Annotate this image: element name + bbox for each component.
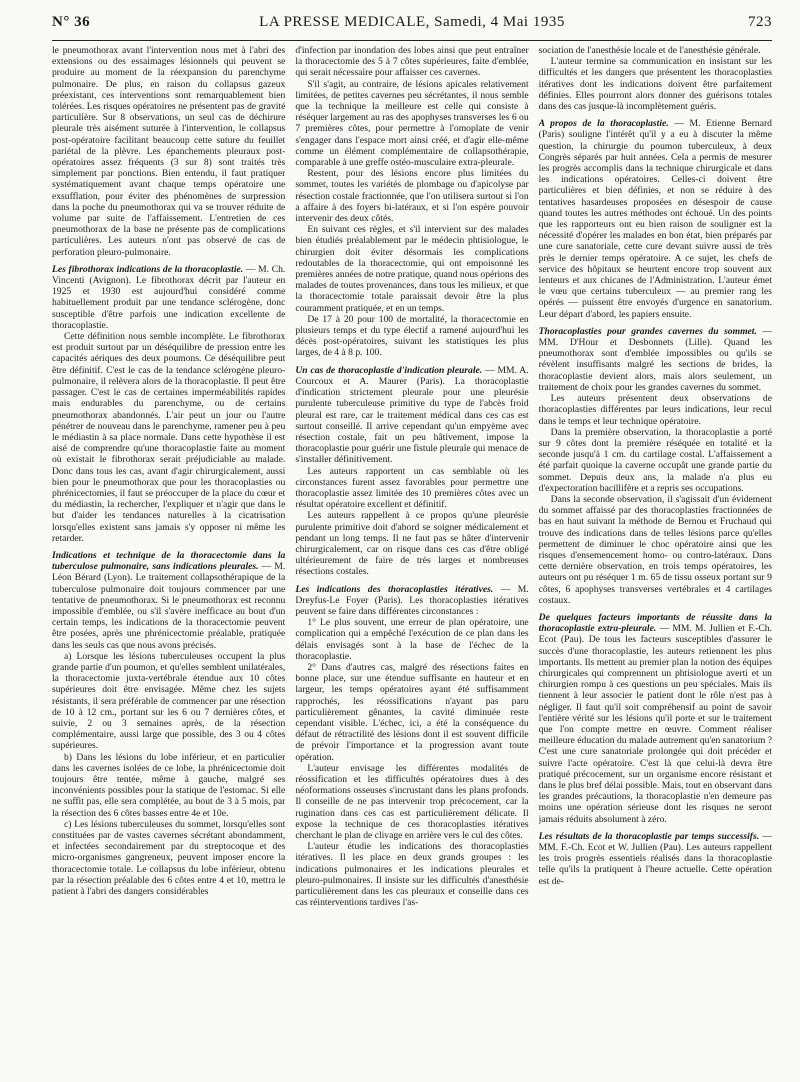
article-paragraph: De 17 à 20 pour 100 de mortalité, la thoracectomie en plusieurs temps et du type électif a ramené aujourd'hui les décès post-opératoires, suivant les statistiques les plus larges, de 4 à 8 p. 100. [295, 313, 529, 359]
article-paragraph: L'auteur étudie les indications des thoracoplasties itératives. Il les place en deux grands groupes : les indications pulmonaires et les indications pleurales et pleuro-pulmonaires. Il insiste sur les difficultés d'anesthésie particulièrement dans les cas pleuraux et conseille dans ces cas réinterventions tardives l'as- [295, 841, 529, 909]
article-paragraph: 1° Le plus souvent, une erreur de plan opératoire, une complication qui a empêché l'exécution de ce plan dans les délais envisagés sont à la base de l'échec de la thoracoplastie. [295, 617, 529, 662]
article-text: souligne l'intérêt qu'il y a eu à discuter la même question, la chirurgie du poumon tuberculeux, à deux Congrès séparés par huit années. Cela a permis de mesurer les progrès accomplis dans la technique chirurgicale et dans les indications opératoires. Celles-ci doivent être particulières et bien définies, et non se réduire à des tentatives hasardeuses proposées en désespoir de cause quand toutes les autres méthodes ont échoué. Un des points que les rapporteurs ont eu bien raison de souligner est la nécessité d'opérer les malades en bon état, bien préparés par une cure sanatoriale, cette cure devant suivre aussi de très près le dernier temps opératoire. A ce sujet, les chefs de service des hôpitaux se heurtent encore trop souvent aux lenteurs et aux chicanes de l'Administration. L'auteur émet le vœu que certains tuberculeux — au premier rang les opérés — puissent être envoyés d'urgence en sanatorium. Leur départ d'abord, les papiers ensuite. [538, 129, 772, 320]
article-authors: — MM. F.-Ch. Ecot et W. Jullien (Pau). [538, 830, 772, 854]
article-heading: Thoracoplasties pour grandes cavernes du sommet. [538, 325, 763, 337]
article-authors: — M. Dreyfus-Le Foyer (Paris). [295, 583, 529, 606]
article-paragraph-with-heading [52, 550, 285, 651]
page-number: 723 [748, 14, 772, 30]
article-authors: — M. Ch. Vincenti (Avignon). [52, 263, 286, 287]
article-heading: De quelques facteurs importants de réussite dans la thoracoplastie extra-pleurale. [538, 611, 772, 635]
article-paragraph: c) Les lésions tuberculeuses du sommet, lorsqu'elles sont constituées par de vastes cavernes sécrétant abondamment, et infectées secondairement par du streptocoque et des micro-organismes gangreneux, peuvent imposer encore la thoracectomie totale. Le collapsus du lobe inférieur, obtenu par la résection préalable des 6 côtes entre 4 et 10, mettra le patient à l'abri des dangers considérables [52, 818, 286, 898]
article-paragraph: Restent, pour des lésions encore plus limitées du sommet, toutes les variétés de plombage ou d'apicolyse par résection costale fractionnée, que l'on utilisera surtout si l'on a affaire à des foyers bi-latéraux, et si l'on espère pouvoir intervenir des deux côtés. [295, 168, 529, 225]
article-paragraph: b) Dans les lésions du lobe inférieur, et en particulier dans les cavernes isolées de ce lobe, la phrénicectomie doit toujours être tentée, même à gauche, malgré ses inconvénients possibles pour la statique de l'estomac. Si elle ne suffit pas, elle sera complétée, au bout de 3 à 5 mois, par la résection des 6 côtes basses entre 4e et 10e. [52, 751, 286, 819]
article-paragraph: L'auteur termine sa communication en insistant sur les difficultés et les dangers que présentent les thoracoplasties itératives dont les indications doivent être parfaitement définies. Elles pourront alors donner des guérisons totales dans des cas jusque-là incomplètement guéris. [538, 56, 772, 113]
column-2 [295, 45, 528, 1075]
article-heading: Les indications des thoracoplasties itératives. [295, 583, 501, 595]
article-authors: — MM. D'Hour et Desbonnets (Lille). [538, 325, 772, 349]
article-text: Les auteurs rappellent les trois progrès essentiels réalisés dans la thoracoplastie telle qu'ils la pratiquent à l'heure actuelle. Cette opération est de- [538, 842, 772, 887]
article-paragraph: L'auteur envisage les différentes modalités de réossification et les difficultés opératoires dues à des néoformations osseuses s'incrustant dans les plans profonds. Il conseille de ne pas intervenir trop précocement, car la rugination dans ces cas est particulièrement délicate. Il expose la technique de ces thoracoplasties itératives cherchant le plan de clivage en arrière vers le cul des côtes. [295, 762, 529, 842]
article-paragraph: Cette définition nous semble incomplète. Le fibrothorax est produit surtout par un déséquilibre de pression entre les capacités aériques des deux poumons. Ce déséquilibre peut être définitif. C'est le cas de la tendance sclérogène pleuro-pulmonaire, il relèvera alors de la thoracoplastie. Il peut être passager. C'est le cas de certaines imperméabilités rapides mais endurables du parenchyme, ou de certains pneumothorax abandonnés. L'air peut un jour ou l'autre pénétrer de nouveau dans le parenchyme, ramener peu à peu le médiastin à sa place normale. Dans cette hypothèse il est aisé de comprendre qu'une thoracoplastie faite au moment où existait le fibrothorax serait préjudiciable au malade. Donc dans tous les cas, avant d'agir chirurgicalement, aussi bien pour le pneumothorax que pour les thoracoplasties ou phrénicectomies, il faut se préoccuper de la place du cœur et du médiastin, la rechercher, l'expliquer et n'agir que dans le but d'aider les tendances naturelles à la cicatrisation lorsqu'elles existent sans jamais s'y opposer ni même les retarder. [52, 331, 286, 544]
article-heading: Les fibrothorax indications de la thoracoplastie. [52, 263, 246, 275]
article-heading: A propos de la thoracoplastie. [538, 118, 675, 130]
article-heading: Un cas de thoracoplastie d'indication pleurale. [295, 364, 486, 376]
article-text: Les thoracoplasties itératives peuvent se faire dans différentes circonstances : [295, 594, 529, 617]
issue-number: N° 36 [52, 14, 91, 30]
article-text: Le fibrothorax décrit par l'auteur en 1925 et 1930 est aujourd'hui considéré comme habituellement produit par une tendance sclérogène, donc susceptible d'être parfois une indication excellente de thoracoplastie. [52, 275, 286, 331]
masthead-title: LA PRESSE MEDICALE, Samedi, 4 Mai 1935 [259, 14, 565, 30]
column-3 [539, 45, 772, 1075]
article-columns [52, 45, 772, 1075]
article-paragraph-with-heading [539, 831, 772, 887]
header-rule [52, 40, 772, 41]
article-paragraph: Dans la première observation, la thoracoplastie a porté sur 9 côtes dont la première réséquée en totalité et la seconde jusqu'à 1 cm. du cartilage costal. L'affaissement a été parfait quoique la caverne occupât une grande partie du sommet. Depuis deux ans, la malade n'a plus eu d'expectoration bacillifère et a repris ses occupations. [538, 426, 772, 494]
article-text: Le traitement collapsothérapique de la tuberculose pulmonaire doit toujours commencer par une tentative de pneumothorax. Si le pneumothorax est reconnu impossible d'emblée, ou s'il s'avère inefficace au bout d'un certain temps, les indications de la thoracectomie peuvent être posées, après une phrénicectomie préalable, pratiquée dans les seuls cas que nous avons précisés. [52, 572, 286, 651]
article-heading: Les résultats de la thoracoplastie par temps successifs. [538, 830, 763, 842]
article-paragraph: S'il s'agit, au contraire, de lésions apicales relativement limitées, de petites cavernes peu sécrétantes, il nous semble que la technique la meilleure est celle qui consiste à réséquer largement au ras des apophyses transverses les 6 ou 7 premières côtes, pour permettre à l'omoplate de venir s'engager dans l'espace mort ainsi créé, et d'agir elle-même comme un élément complémentaire de collapsothérapie, comparable à une greffe ostéo-musculaire extra-pleurale. [295, 78, 529, 169]
article-paragraph: En suivant ces règles, et s'il intervient sur des malades bien étudiés préalablement par le médecin phtisiologue, le chirurgien doit éviter désormais les complications redoutables de la thoracectomie, qui ont empoisonné les premières années de notre pratique, quand nous opérions des malades de toutes provenances, dans tous les milieux, et que la thoracectomie totale paraissait devoir être la plus couramment pratiquée, et en un temps. [295, 224, 529, 314]
article-paragraph: Les auteurs présentent deux observations de thoracoplasties différentes par leurs indications, leur recul dans le temps et leur technique opératoire. [538, 393, 772, 427]
article-paragraph: Les auteurs rappellent à ce propos qu'une pleurésie purulente primitive doit d'abord se soigner médicalement et pendant un long temps. Il ne faut pas se hâter d'intervenir chirurgicalement, car on risque dans ces cas d'être obligé ultérieurement de faire de très larges et nombreuses résections costales. [295, 510, 529, 578]
article-paragraph-with-heading [295, 365, 528, 466]
article-paragraph-with-heading [539, 118, 772, 320]
page-header [52, 14, 772, 38]
article-paragraph-with-heading [539, 612, 772, 825]
column-1 [52, 45, 285, 1075]
article-authors: — MM. M. Jullien et F.-Ch. Ecot (Pau). [538, 623, 772, 646]
article-paragraph: d'infection par inondation des lobes ainsi que peut entraîner la thoracectomie des 5 à 7 côtes supérieures, faite d'emblée, qui serait nécessaire pour affaisser ces cavernes. [295, 45, 529, 79]
article-authors: — M. Léon Bérard (Lyon). [52, 561, 286, 584]
article-paragraph: Dans la seconde observation, il s'agissait d'un évidement du sommet affaissé par des thoracoplasties fractionnées de bas en haut suivant la méthode de Bernou et Fruchaud qui trouve des indications dans de telles lésions parce qu'elles permettent de diminuer le choc opératoire ainsi que les risques d'ensemencement homo- ou contro-latéraux. Dans cette dernière observation, en trois temps opératoires, les auteurs ont pu réséquer 1 m. 65 de tissu osseux portant sur 9 côtes, 6 apophyses transverses vertébrales et 4 cartilages costaux. [538, 493, 772, 606]
article-paragraph: 2° Dans d'autres cas, malgré des résections faites en bonne place, sur une étendue suffisante en hauteur et en largeur, les temps opératoires ayant été suffisamment rapprochés, les réossifications n'ayant pas paru particulièrement gênantes, la cavité diminuée reste cependant visible. L'échec, ici, a été la conséquence du défaut de rétractilité des lésions dont il est souvent difficile de prévoir l'importance et la progression avant toute opération. [295, 661, 529, 763]
article-heading: Indications et technique de la thoracectomie dans la tuberculose pulmonaire, sans indications pleurales. [52, 549, 286, 573]
article-text: Quand les pneumothorax sont d'emblée impossibles ou qu'ils se révèlent insuffisants malgré les sections de brides, la thoracoplastie devient alors, mais alors seulement, un traitement de choix pour les grandes cavernes du sommet. [538, 337, 772, 393]
article-text: La thoracoplastie d'indication strictement pleurale pour une pleurésie purulente tuberculeuse primitive du type de l'abcès froid pleural est rare, car le traitement médical dans ces cas est surtout conseillé. Il arrive cependant qu'un empyème avec résection costale, fait un peu hâtivement, impose la thoracoplastie pour guérir une fistule pleurale qui menace de s'installer définitivement. [295, 375, 529, 466]
article-paragraph-with-heading [539, 326, 772, 393]
article-paragraph: sociation de l'anesthésie locale et de l'anesthésie générale. [538, 45, 761, 56]
article-paragraph: a) Lorsque les lésions tuberculeuses occupent la plus grande partie d'un poumon, et qu'elles semblent unilatérales, la thoracectomie juxta-vertébrale étendue aux 10 côtes supérieures doit être envisagée. Même chez les sujets résistants, il sera préférable de commencer par une résection de 10 à 12 cm., portant sur les 6 ou 7 dernières côtes, et suivie, 2 ou 3 semaines après, de la résection complémentaire, aussi large que possible, des 3 ou 4 côtes supérieures. [52, 650, 286, 752]
article-authors: — MM. A. Courcoux et A. Maurer (Paris). [295, 364, 529, 387]
article-authors: — M. Etienne Bernard (Paris) [538, 118, 772, 141]
article-paragraph-with-heading [295, 584, 528, 618]
article-paragraph: Les auteurs rapportent un cas semblable où les circonstances furent assez favorables pour permettre une thoracoplastie assez limitée des 10 premières côtes avec un résultat opératoire excellent et définitif. [295, 465, 529, 511]
article-paragraph: le pneumothorax avant l'intervention nous met à l'abri des extensions ou des essaimages lésionnels qui peuvent se produire au moment de la réexpansion du parenchyme pulmonaire. De plus, en raison du collapsus gazeux préexistant, ces interventions sont remarquablement bien tolérées. Les risques opératoires ne présentent pas de gravité particulière. Sur 8 observations, un seul cas de déchirure pleurale très aisément suturée à l'intervention, le collapsus post-opératoire facilitant beaucoup cette suture du feuillet pariétal de la plèvre. Les épanchements pleuraux post-opératoires assez fréquents (3 sur 8) sont traités très simplement par ponctions. Bien entendu, il faut pratiquer systématiquement avant chaque temps opératoire une exsufflation, pour éviter des phénomènes de surpression dans la poche du pneumothorax qui va se trouver réduite de volume par suite de l'affaissement. L'entretien de ces pneumothorax de la base ne présente pas de complications particulières. Les auteurs n'ont pas observé de cas de perforation pleuro-pulmonaire. [52, 45, 286, 258]
article-text: De tous les facteurs susceptibles d'assurer le succès d'une thoracoplastie, les auteurs retiennent les plus importants. Ils mettent au premier plan la notion des équipes chirurgicales qui comprennent un phtisiologue averti et un chirurgien rompu à ces questions un peu spéciales. Mais ils tiennent à leur associer le patient dont le rôle n'est pas à négliger. Il faut qu'il soit compréhensif au point de savoir l'entière vérité sur les lésions qu'il porte et sur le traitement que l'on compte mettre en œuvre. Comment réaliser meilleure éducation du malade autrement qu'en sanatorium ? C'est une cure sanatoriale prolongée qui doit précéder et suivre l'acte opératoire. C'est là que celui-là devra être pratiqué précocement, sur un organisme encore résistant et dans le plus bref délai possible. Mais, tout en observant dans les grandes précautions, la thoracoplastie n'en demeure pas moins une opération sérieuse dont les risques ne seront jamais réduits absolument à zéro. [538, 634, 772, 825]
article-paragraph-with-heading [52, 264, 285, 331]
